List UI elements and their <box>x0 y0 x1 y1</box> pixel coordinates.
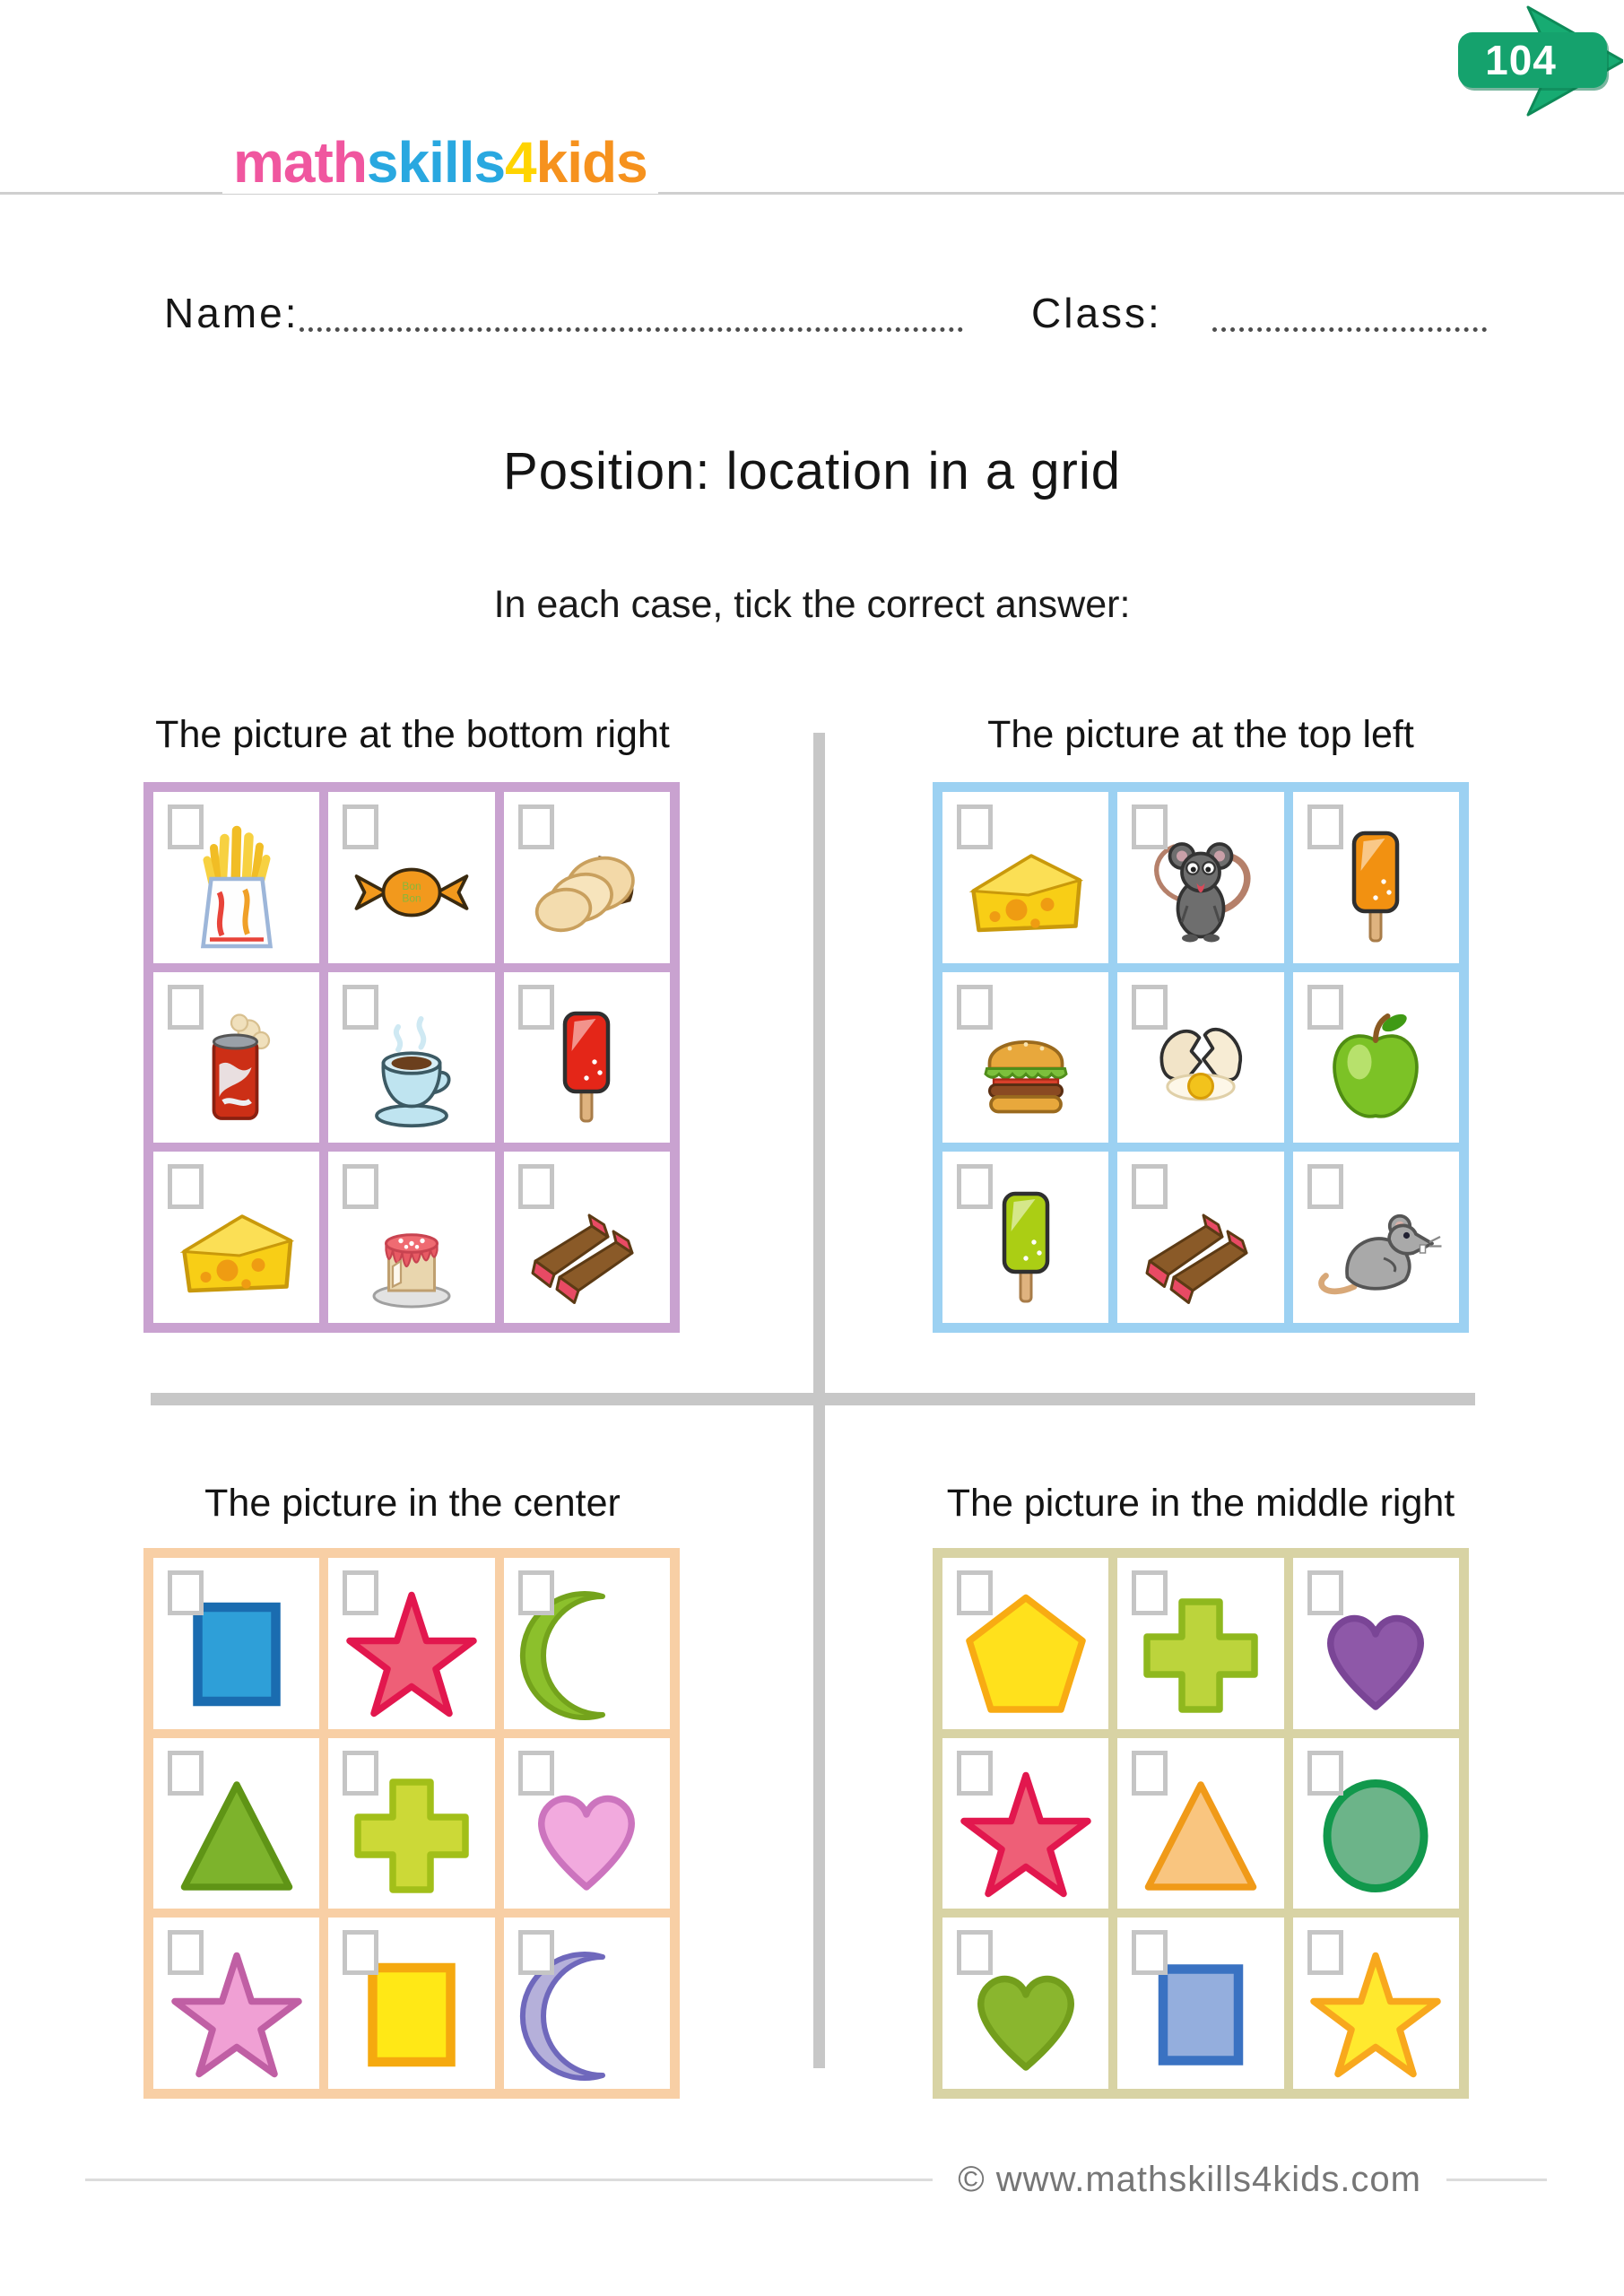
answer-grid-center <box>143 1548 680 2099</box>
grid-cell <box>1117 1152 1283 1323</box>
grid-cell <box>1117 1738 1283 1909</box>
answer-checkbox[interactable] <box>957 1751 993 1796</box>
footer-line-left <box>85 2179 933 2181</box>
quadrant-3-heading: The picture in the center <box>204 1482 621 1525</box>
answer-grid-middle-right <box>933 1548 1469 2099</box>
page-title: Position: location in a grid <box>503 442 1121 500</box>
answer-checkbox[interactable] <box>1132 1751 1168 1796</box>
grid-cell <box>942 1558 1108 1729</box>
answer-checkbox[interactable] <box>957 1164 993 1209</box>
answer-checkbox[interactable] <box>168 1164 204 1209</box>
quadrant-2-heading: The picture at the top left <box>987 713 1414 756</box>
grid-cell <box>153 1152 319 1323</box>
answer-checkbox[interactable] <box>957 804 993 849</box>
answer-checkbox[interactable] <box>518 985 554 1030</box>
answer-checkbox[interactable] <box>343 1930 378 1975</box>
answer-checkbox[interactable] <box>343 804 378 849</box>
grid-cell <box>942 1738 1108 1909</box>
name-input-line[interactable] <box>300 291 963 332</box>
grid-cell <box>1117 1918 1283 2089</box>
grid-cell <box>328 1918 494 2089</box>
instruction-text: In each case, tick the correct answer: <box>493 583 1131 626</box>
grid-cell <box>1293 1152 1459 1323</box>
answer-checkbox[interactable] <box>518 1930 554 1975</box>
answer-checkbox[interactable] <box>518 1751 554 1796</box>
answer-checkbox[interactable] <box>1132 1164 1168 1209</box>
grid-cell <box>942 792 1108 963</box>
grid-cell <box>1117 1558 1283 1729</box>
grid-cell <box>1293 1918 1459 2089</box>
grid-cell <box>1117 792 1283 963</box>
answer-grid-top-left <box>933 782 1469 1333</box>
grid-cell <box>328 1152 494 1323</box>
grid-cell <box>328 1558 494 1729</box>
page-number-badge <box>1458 32 1607 88</box>
grid-cell <box>504 1918 670 2089</box>
grid-cell <box>504 1558 670 1729</box>
grid-cell <box>1293 1738 1459 1909</box>
grid-cell <box>153 1738 319 1909</box>
answer-checkbox[interactable] <box>1132 1570 1168 1615</box>
answer-checkbox[interactable] <box>1307 804 1343 849</box>
svg-text:Bon: Bon <box>402 891 421 905</box>
grid-cell <box>1293 972 1459 1144</box>
grid-cell <box>504 792 670 963</box>
grid-cell <box>153 792 319 963</box>
footer-line-right <box>1446 2179 1547 2181</box>
grid-cell <box>942 972 1108 1144</box>
grid-cell <box>328 1738 494 1909</box>
answer-checkbox[interactable] <box>343 1570 378 1615</box>
answer-checkbox[interactable] <box>1307 1570 1343 1615</box>
answer-checkbox[interactable] <box>168 985 204 1030</box>
horizontal-divider <box>151 1393 1475 1405</box>
grid-cell <box>328 972 494 1144</box>
answer-checkbox[interactable] <box>1132 804 1168 849</box>
answer-checkbox[interactable] <box>343 985 378 1030</box>
answer-checkbox[interactable] <box>343 1164 378 1209</box>
answer-checkbox[interactable] <box>518 1570 554 1615</box>
class-input-line[interactable] <box>1212 291 1487 332</box>
answer-checkbox[interactable] <box>957 1570 993 1615</box>
class-label: Class: <box>1031 290 1162 336</box>
grid-cell <box>942 1918 1108 2089</box>
answer-checkbox[interactable] <box>343 1751 378 1796</box>
answer-checkbox[interactable] <box>518 804 554 849</box>
grid-cell <box>504 1738 670 1909</box>
logo-segment: 4 <box>505 130 536 195</box>
logo-segment: kids <box>535 130 647 195</box>
logo <box>222 131 658 194</box>
answer-checkbox[interactable] <box>1307 1930 1343 1975</box>
grid-cell <box>328 792 494 963</box>
answer-checkbox[interactable] <box>957 985 993 1030</box>
quadrant-1-heading: The picture at the bottom right <box>155 713 670 756</box>
copyright-text: © www.mathskills4kids.com <box>958 2160 1421 2199</box>
answer-checkbox[interactable] <box>957 1930 993 1975</box>
answer-checkbox[interactable] <box>1307 985 1343 1030</box>
answer-checkbox[interactable] <box>168 1751 204 1796</box>
grid-cell <box>942 1152 1108 1323</box>
answer-checkbox[interactable] <box>1132 1930 1168 1975</box>
answer-checkbox[interactable] <box>1307 1751 1343 1796</box>
answer-checkbox[interactable] <box>1132 985 1168 1030</box>
grid-cell <box>1293 792 1459 963</box>
answer-grid-bottom-right <box>143 782 680 1333</box>
grid-cell <box>504 972 670 1144</box>
logo-segment: math <box>233 130 367 195</box>
svg-text:Bon: Bon <box>402 880 421 893</box>
grid-cell <box>153 972 319 1144</box>
grid-cell <box>1293 1558 1459 1729</box>
answer-checkbox[interactable] <box>168 1930 204 1975</box>
grid-cell <box>153 1558 319 1729</box>
grid-cell <box>1117 972 1283 1144</box>
grid-cell <box>504 1152 670 1323</box>
quadrant-4-heading: The picture in the middle right <box>946 1482 1455 1525</box>
answer-checkbox[interactable] <box>168 1570 204 1615</box>
grid-cell <box>153 1918 319 2089</box>
footer <box>85 2160 1547 2200</box>
logo-segment: skills <box>366 130 506 195</box>
name-label: Name: <box>164 290 300 336</box>
page-number: 104 <box>1485 37 1557 83</box>
answer-checkbox[interactable] <box>518 1164 554 1209</box>
answer-checkbox[interactable] <box>1307 1164 1343 1209</box>
answer-checkbox[interactable] <box>168 804 204 849</box>
